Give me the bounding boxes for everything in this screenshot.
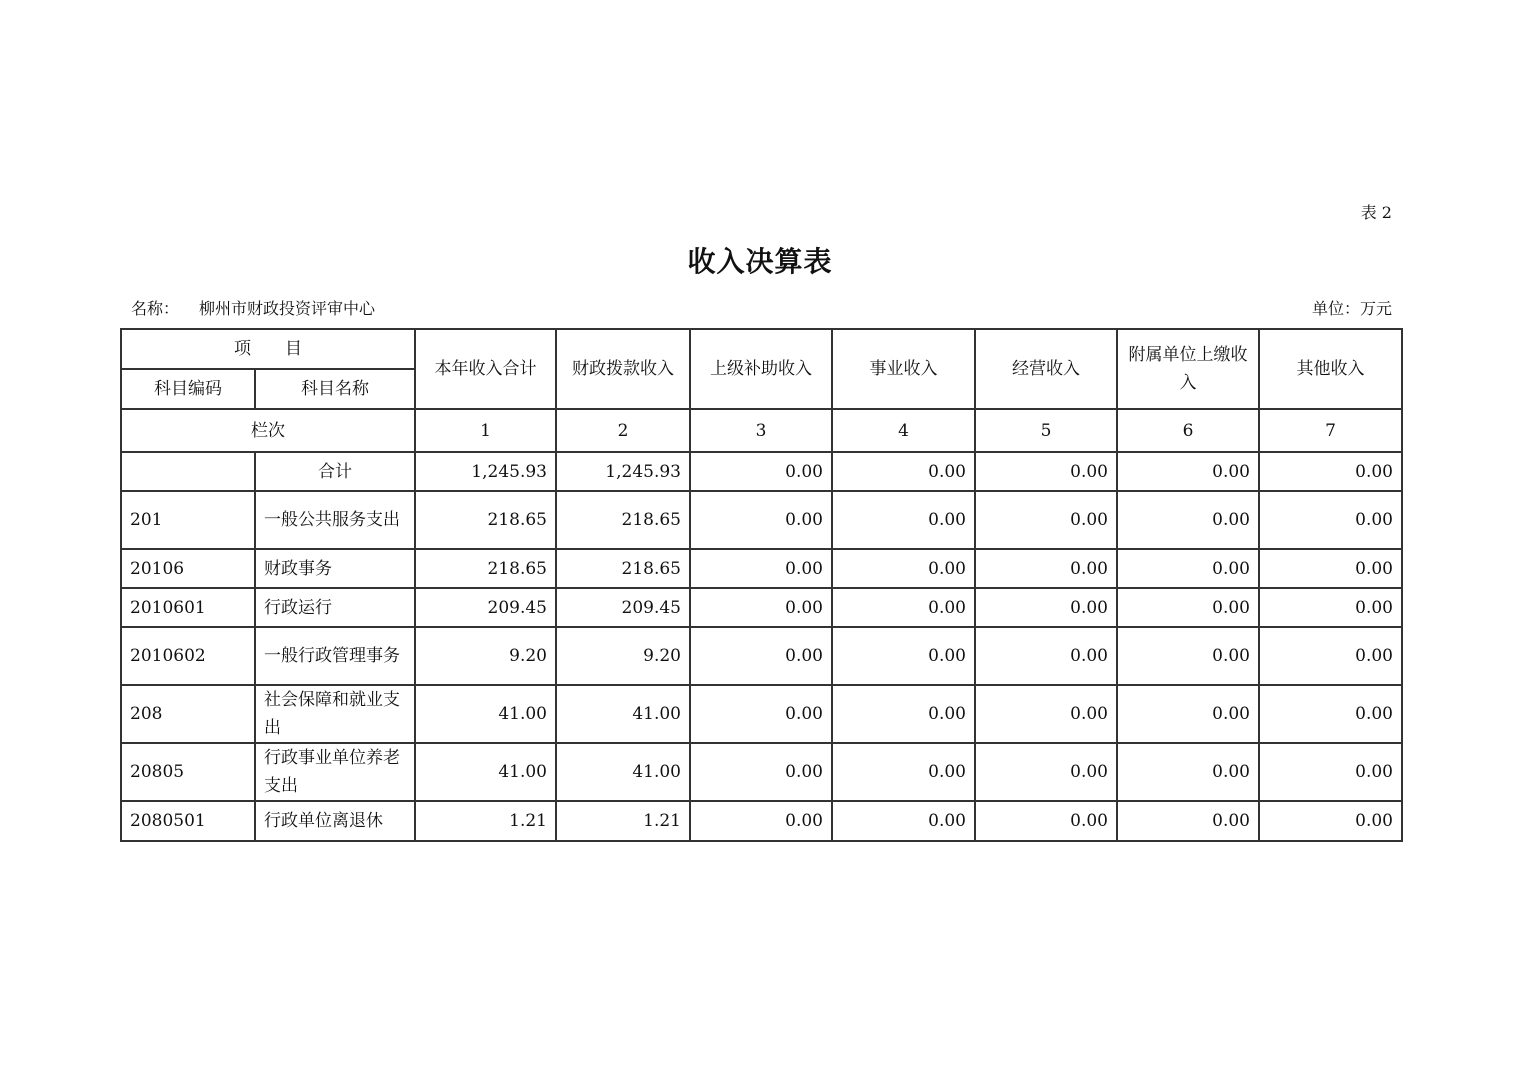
column-number-label: 栏次	[121, 409, 415, 452]
row-value: 41.00	[415, 685, 556, 743]
row-value: 9.20	[415, 627, 556, 685]
column-header: 财政拨款收入	[556, 329, 690, 409]
row-value: 0.00	[1117, 743, 1259, 801]
row-name: 行政单位离退休	[255, 801, 415, 841]
row-value: 0.00	[832, 685, 975, 743]
table-row	[121, 743, 1402, 801]
row-value: 0.00	[690, 452, 832, 491]
row-value: 0.00	[832, 627, 975, 685]
column-header: 上级补助收入	[690, 329, 832, 409]
table-row	[121, 491, 1402, 549]
page-title: 收入决算表	[687, 245, 833, 278]
row-code: 208	[121, 685, 255, 743]
row-name: 行政事业单位养老支出	[255, 743, 415, 801]
row-value: 0.00	[832, 491, 975, 549]
row-value: 9.20	[556, 627, 690, 685]
table-row	[121, 685, 1402, 743]
column-header: 事业收入	[832, 329, 975, 409]
row-value: 1.21	[556, 801, 690, 841]
row-value: 0.00	[975, 743, 1117, 801]
row-value: 0.00	[975, 588, 1117, 627]
column-header: 经营收入	[975, 329, 1117, 409]
row-value: 0.00	[1259, 801, 1402, 841]
row-value: 0.00	[1259, 549, 1402, 588]
row-code: 20805	[121, 743, 255, 801]
column-number: 3	[690, 409, 832, 452]
row-name: 社会保障和就业支出	[255, 685, 415, 743]
row-value: 0.00	[1117, 627, 1259, 685]
row-value: 0.00	[1117, 801, 1259, 841]
row-value: 0.00	[832, 743, 975, 801]
header-row	[121, 329, 1402, 369]
table-row	[121, 549, 1402, 588]
row-code	[121, 452, 255, 491]
table-number: 表 2	[1360, 203, 1392, 222]
column-number: 5	[975, 409, 1117, 452]
table-row-total	[121, 452, 1402, 491]
row-value: 0.00	[832, 452, 975, 491]
row-value: 209.45	[556, 588, 690, 627]
row-value: 218.65	[556, 491, 690, 549]
column-number-row	[121, 409, 1402, 452]
subject-name-header: 科目名称	[255, 369, 415, 409]
row-value: 0.00	[1259, 743, 1402, 801]
row-name: 一般行政管理事务	[255, 627, 415, 685]
column-header: 其他收入	[1259, 329, 1402, 409]
table-row	[121, 801, 1402, 841]
name-label: 名称：	[131, 299, 180, 318]
table-body	[121, 329, 1402, 841]
row-code: 2010601	[121, 588, 255, 627]
row-value: 0.00	[832, 588, 975, 627]
column-number: 1	[415, 409, 556, 452]
row-value: 218.65	[415, 491, 556, 549]
row-value: 0.00	[690, 627, 832, 685]
org-name: 柳州市财政投资评审中心	[199, 299, 376, 318]
row-value: 1,245.93	[415, 452, 556, 491]
column-number: 2	[556, 409, 690, 452]
row-value: 0.00	[690, 549, 832, 588]
column-header: 本年收入合计	[415, 329, 556, 409]
row-value: 0.00	[690, 588, 832, 627]
code-header: 科目编码	[121, 369, 255, 409]
row-value: 0.00	[1117, 452, 1259, 491]
income-statement-table	[120, 328, 1403, 842]
row-value: 218.65	[556, 549, 690, 588]
row-value: 0.00	[975, 549, 1117, 588]
row-value: 218.65	[415, 549, 556, 588]
row-code: 2010602	[121, 627, 255, 685]
row-name: 财政事务	[255, 549, 415, 588]
row-code: 20106	[121, 549, 255, 588]
row-value: 0.00	[1117, 549, 1259, 588]
column-number: 6	[1117, 409, 1259, 452]
row-value: 0.00	[975, 801, 1117, 841]
row-value: 0.00	[1117, 588, 1259, 627]
org-info	[131, 296, 375, 319]
row-value: 0.00	[975, 491, 1117, 549]
row-value: 0.00	[975, 627, 1117, 685]
row-value: 0.00	[832, 801, 975, 841]
column-number: 4	[832, 409, 975, 452]
row-value: 0.00	[832, 549, 975, 588]
row-name: 合计	[255, 452, 415, 491]
table-row	[121, 588, 1402, 627]
row-code: 2080501	[121, 801, 255, 841]
row-value: 0.00	[1259, 452, 1402, 491]
unit-label: 单位：万元	[1311, 299, 1392, 318]
table-row	[121, 627, 1402, 685]
column-header: 附属单位上缴收入	[1117, 329, 1259, 409]
row-value: 41.00	[415, 743, 556, 801]
row-value: 1.21	[415, 801, 556, 841]
row-value: 0.00	[1117, 491, 1259, 549]
row-name: 一般公共服务支出	[255, 491, 415, 549]
row-code: 201	[121, 491, 255, 549]
row-value: 0.00	[1259, 627, 1402, 685]
row-value: 0.00	[975, 452, 1117, 491]
row-value: 0.00	[690, 491, 832, 549]
row-value: 0.00	[1259, 685, 1402, 743]
row-value: 0.00	[1259, 491, 1402, 549]
row-value: 1,245.93	[556, 452, 690, 491]
row-value: 0.00	[690, 743, 832, 801]
row-value: 209.45	[415, 588, 556, 627]
row-value: 41.00	[556, 685, 690, 743]
row-name: 行政运行	[255, 588, 415, 627]
row-value: 41.00	[556, 743, 690, 801]
row-value: 0.00	[690, 801, 832, 841]
column-number: 7	[1259, 409, 1402, 452]
row-value: 0.00	[1117, 685, 1259, 743]
row-value: 0.00	[1259, 588, 1402, 627]
item-group-header: 项 目	[121, 329, 415, 369]
row-value: 0.00	[975, 685, 1117, 743]
row-value: 0.00	[690, 685, 832, 743]
